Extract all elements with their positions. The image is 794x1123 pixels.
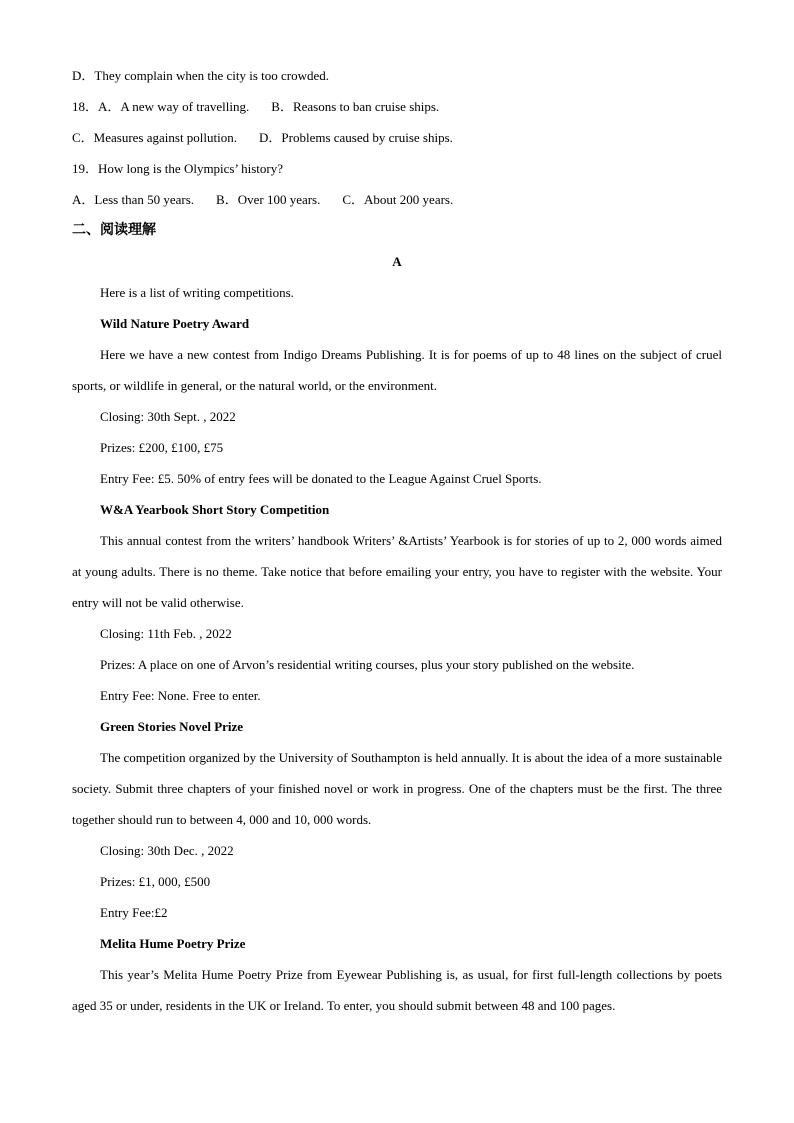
question-19-option-b: B．Over 100 years. [216, 192, 321, 207]
competition-description: The competition organized by the University of Southampton is held annually. It is about the idea of a more sustainable society. Submit three chapters of your finished novel or work in progress. One of the chapters must be the first. The three together should run to between 4, 000 and 10, 000 words. [72, 750, 722, 827]
competition-title: Wild Nature Poetry Award [100, 316, 250, 331]
question-19-stem: 19．How long is the Olympics’ history? [72, 161, 283, 176]
competition-prizes: Prizes: £1, 000, £500 [100, 874, 211, 889]
competition-description: Here we have a new contest from Indigo Dreams Publishing. It is for poems of up to 48 lines on the subject of cruel sports, or wildlife in general, or the natural world, or the environment. [72, 347, 722, 393]
competition-title: Green Stories Novel Prize [100, 719, 244, 734]
competition-closing: Closing: 11th Feb. , 2022 [100, 626, 232, 641]
competition-description: This annual contest from the writers’ handbook Writers’ &Artists’ Yearbook is for stories of up to 2, 000 words aimed at young adults. There is no theme. Take notice that before emailing your entry, you have to register with the website. Your entry will not be valid otherwise. [72, 533, 722, 610]
competition-title: W&A Yearbook Short Story Competition [100, 502, 330, 517]
question-18-option-d: D．Problems caused by cruise ships. [259, 130, 453, 145]
competition-closing: Closing: 30th Sept. , 2022 [100, 409, 236, 424]
competition-fee: Entry Fee:£2 [100, 905, 168, 920]
competition-prizes: Prizes: A place on one of Arvon’s residential writing courses, plus your story published on the website. [100, 657, 635, 672]
passage-intro: Here is a list of writing competitions. [100, 285, 294, 300]
document-page [72, 60, 722, 1021]
question-19-options [72, 184, 722, 215]
competition-fee: Entry Fee: None. Free to enter. [100, 688, 261, 703]
passage-label: A [392, 254, 402, 269]
competition-fee: Entry Fee: £5. 50% of entry fees will be donated to the League Against Cruel Sports. [100, 471, 542, 486]
competition-prizes: Prizes: £200, £100, £75 [100, 440, 224, 455]
competition-description: This year’s Melita Hume Poetry Prize from Eyewear Publishing is, as usual, for first full-length collections by poets aged 35 or under, residents in the UK or Ireland. To enter, you should submit between 48 and 100 pages. [72, 967, 722, 1013]
question-17-option-d: D．They complain when the city is too crowded. [72, 68, 330, 83]
question-18-option-a: 18．A．A new way of travelling. [72, 99, 250, 114]
competition-title: Melita Hume Poetry Prize [100, 936, 246, 951]
section-heading: 二、阅读理解 [72, 222, 156, 238]
question-19-option-a: A．Less than 50 years. [72, 192, 195, 207]
question-18-option-c: C．Measures against pollution. [72, 130, 238, 145]
question-19-option-c: C．About 200 years. [342, 192, 454, 207]
question-18-option-b: B．Reasons to ban cruise ships. [271, 99, 440, 114]
question-18-cd [72, 122, 722, 153]
competition-closing: Closing: 30th Dec. , 2022 [100, 843, 234, 858]
question-18 [72, 91, 722, 122]
